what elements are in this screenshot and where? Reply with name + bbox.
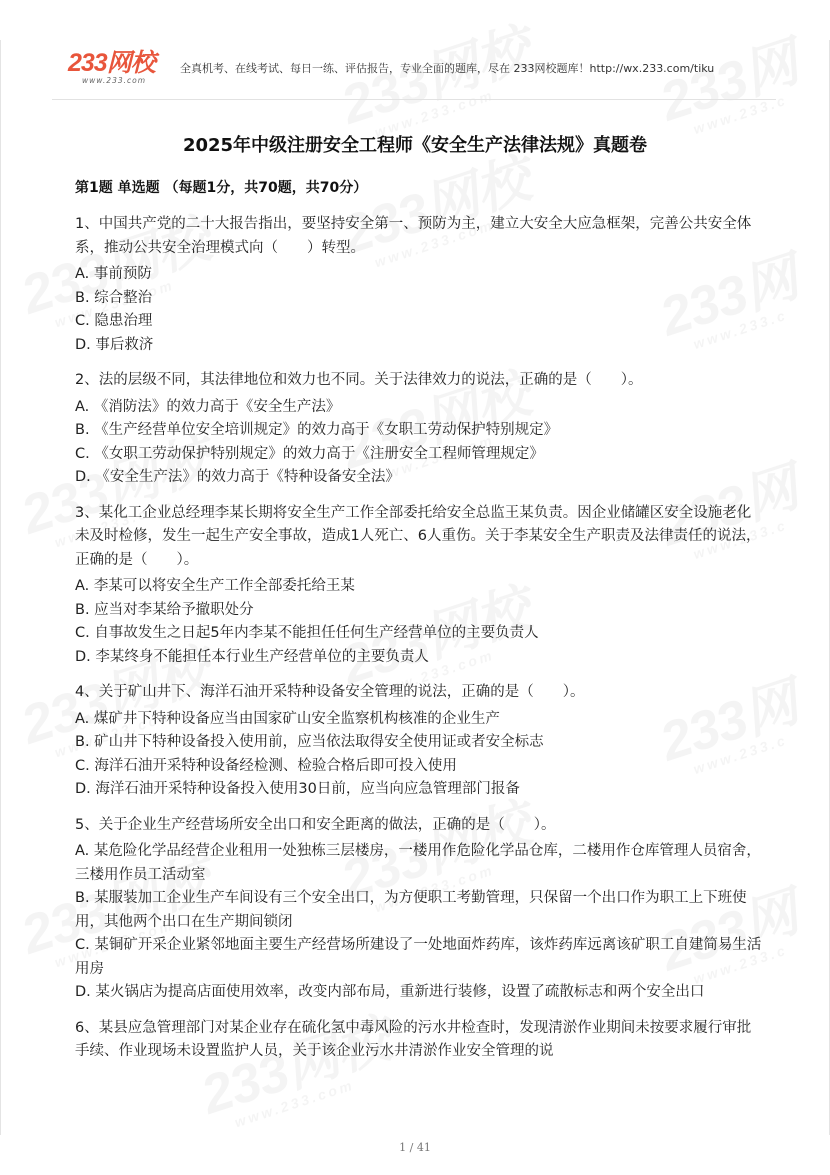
option-d: D. 事后救济 (75, 336, 154, 353)
question-stem: 6、某县应急管理部门对某企业存在硫化氢中毒风险的污水井检查时，发现清淤作业期间未按要求履行审批手续、作业现场未设置监护人员，关于该企业污水井清淤作业安全管理的说 (75, 1019, 752, 1059)
option-d: D. 某火锅店为提高店面使用效率，改变内部布局，重新进行装修，设置了疏散标志和两个安全出口 (75, 984, 705, 1000)
option-c: C. 《女职工劳动保护特别规定》的效力高于《注册安全工程师管理规定》 (75, 445, 544, 462)
question-list (75, 213, 765, 1076)
header-divider (52, 99, 776, 100)
brand-logo[interactable] (68, 50, 168, 85)
option-a: A. 李某可以将安全生产工作全部委托给王某 (75, 578, 355, 594)
option-d: D. 《安全生产法》的效力高于《特种设备安全法》 (75, 469, 400, 485)
option-d: D. 海洋石油开采特种设备投入使用30日前，应当向应急管理部门报备 (75, 781, 520, 797)
option-b: B. 应当对李某给予撤职处分 (75, 601, 254, 618)
option-b: B. 矿山井下特种设备投入使用前，应当依法取得安全使用证或者安全标志 (75, 734, 544, 750)
option-a: A. 煤矿井下特种设备应当由国家矿山安全监察机构核准的企业生产 (75, 710, 500, 727)
question-4 (75, 681, 765, 802)
page-header (0, 50, 830, 100)
option-a: A. 某危险化学品经营企业租用一处独栋三层楼房，一楼用作危险化学品仓库，二楼用作仓库管理人员宿舍，三楼用作员工活动室 (75, 843, 761, 883)
question-2 (75, 369, 765, 490)
option-a: A. 《消防法》的效力高于《安全生产法》 (75, 398, 341, 415)
question-stem: 4、关于矿山井下、海洋石油开采特种设备安全管理的说法，正确的是（ ）。 (75, 684, 585, 700)
document-title: 2025年中级注册安全工程师《安全生产法律法规》真题卷 (182, 135, 648, 156)
option-c: C. 某铜矿开采企业紧邻地面主要生产经营场所建设了一处地面炸药库，该炸药库远离该矿职工自建简易生活用房 (75, 937, 762, 977)
option-b: B. 综合整治 (75, 289, 153, 306)
logo-wordmark: 233网校 (68, 49, 155, 77)
question-3 (75, 502, 765, 670)
question-stem: 5、关于企业生产经营场所安全出口和安全距离的做法，正确的是（ ）。 (75, 816, 556, 833)
option-d: D. 李某终身不能担任本行业生产经营单位的主要负责人 (75, 648, 429, 665)
option-b: B. 《生产经营单位安全培训规定》的效力高于《女职工劳动保护特别规定》 (75, 422, 559, 438)
header-slogan: 全真机考、在线考试、每日一练、评估报告，专业全面的题库，尽在 233网校题库！http://wx.233.com/tiku (180, 62, 715, 75)
question-6 (75, 1017, 765, 1064)
question-stem: 2、法的层级不同，其法律地位和效力也不同。关于法律效力的说法，正确的是（ ）。 (75, 372, 643, 388)
question-stem: 3、某化工企业总经理李某长期将安全生产工作全部委托给安全总监王某负责。因企业储罐区安全设施老化未及时检修，发生一起生产安全事故，造成1人死亡、6人重伤。关于李某安全生产职责及法律责任的说法，正确的是（ ）。 (75, 504, 761, 568)
option-c: C. 海洋石油开采特种设备经检测、检验合格后即可投入使用 (75, 757, 457, 774)
option-b: B. 某服装加工企业生产车间设有三个安全出口，为方便职工考勤管理，只保留一个出口作为职工上下班使用，其他两个出口在生产期间锁闭 (75, 890, 747, 930)
question-5 (75, 814, 765, 1005)
question-stem: 1、中国共产党的二十大报告指出，要坚持安全第一、预防为主，建立大安全大应急框架，完善公共安全体系，推动公共安全治理模式向（ ）转型。 (75, 216, 752, 256)
option-c: C. 自事故发生之日起5年内李某不能担任任何生产经营单位的主要负责人 (75, 625, 539, 641)
option-c: C. 隐患治理 (75, 313, 153, 329)
section-heading: 第1题 单选题 （每题1分，共70题，共70分） (75, 180, 368, 196)
page-indicator: 1 / 41 (399, 1141, 431, 1154)
question-1 (75, 213, 765, 357)
option-a: A. 事前预防 (75, 266, 152, 282)
logo-url: www.233.com (82, 76, 147, 85)
